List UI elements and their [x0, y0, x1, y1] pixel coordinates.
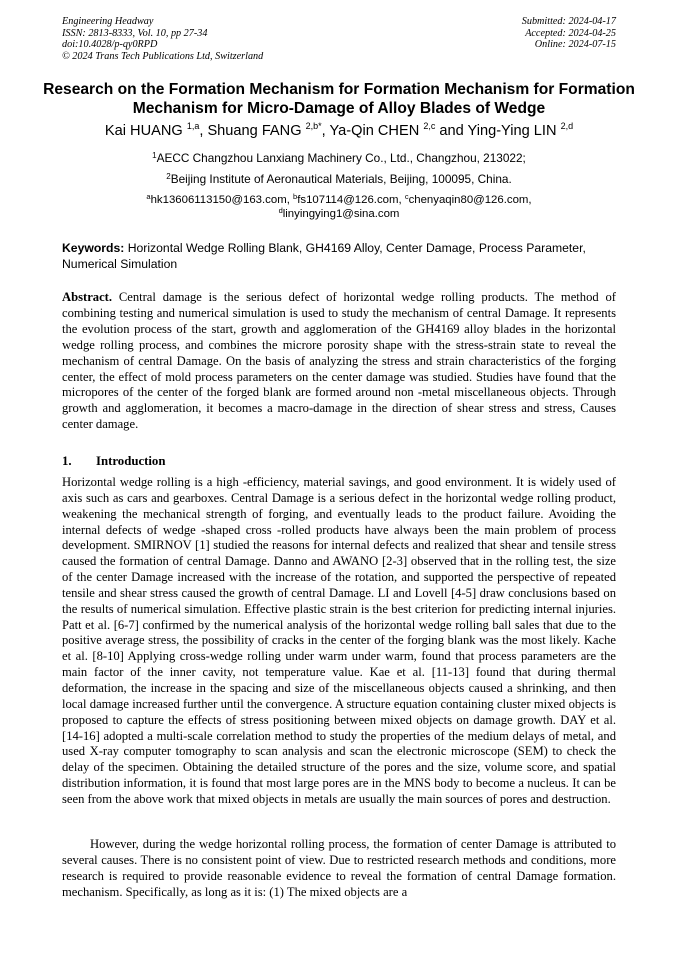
email-marker: c [404, 192, 409, 201]
abstract-text: Central damage is the serious defect of horizontal wedge rolling products. The method of combining testing and numerical simulation is used to study the mechanism of central Damage. It represents the evolution process of the start, growth and agglomeration of the GH4169 alloy blades in the horizontal wedge rolling process, and combines the microre porosity shape with the stress-strain state to reveal the mechanism of central Damage. On the basis of analyzing the stress and strain characteristics of the forging center, the effect of mold process parameters on the center damage was studied. Studies have found that the micropores of the center of the forged blank are formed around non -metal miscellaneous objects. Through growth and agglomeration, it becomes a macro-damage in the direction of shear stress and stress, Causes center damage. [62, 290, 616, 432]
email-line-2 [30, 207, 648, 221]
author-emails [30, 193, 648, 221]
section-number: 1. [62, 454, 72, 468]
paper-title: Research on the Formation Mechanism for Formation Mechanism for Formation Mechanism for Micro-Damage of Alloy Blades of Wedge [43, 81, 635, 117]
affiliation-marker: 2 [166, 172, 171, 181]
issn-volume: ISSN: 2813-8333, Vol. 10, pp 27-34 [62, 27, 208, 39]
affiliation-marker: 1 [152, 151, 157, 160]
email-c[interactable]: chenyaqin80@126.com, [408, 194, 532, 206]
email-marker: a [146, 192, 151, 201]
author-affiliation-marker: 2,c [423, 121, 436, 131]
keywords-label: Keywords: [62, 241, 125, 255]
submitted-date: Submitted: 2024-04-17 [521, 16, 616, 27]
section-title: Introduction [96, 454, 166, 468]
doi: doi:10.4028/p-qy0RPD [62, 39, 158, 51]
affiliation-text: Beijing Institute of Aeronautical Materials, Beijing, 100095, China. [170, 172, 512, 186]
author-affiliation-marker: 2,d [560, 121, 574, 131]
email-a[interactable]: hk13606113150@163.com, [150, 194, 294, 206]
journal-name: Engineering Headway [62, 16, 154, 27]
email-line-1 [30, 193, 648, 207]
affiliation-1 [30, 151, 648, 165]
keywords [62, 241, 616, 272]
abstract-label: Abstract. [62, 290, 113, 304]
online-date: Online: 2024-07-15 [534, 39, 616, 51]
author-separator: , [321, 123, 330, 139]
email-marker: b [293, 192, 298, 201]
email-b[interactable]: fs107114@126.com, [297, 194, 405, 206]
intro-paragraph-2: However, during the wedge horizontal rolling process, the formation of center Damage is attributed to several causes. There is no consistent point of view. Due to restricted research methods and conditions, more research is required to provide reasonable evidence to reveal the formation of central Damage formation. mechanism. Specifically, as long as it is: (1) The mixed objects are a [62, 837, 616, 899]
email-d[interactable]: linyingying1@sina.com [282, 208, 400, 220]
affiliation-2 [30, 172, 648, 186]
accepted-date: Accepted: 2024-04-25 [525, 27, 616, 39]
author-separator: , [199, 123, 208, 139]
abstract [62, 290, 616, 433]
email-marker: d [278, 206, 283, 215]
journal-header-right [522, 16, 616, 51]
author-name: Shuang FANG [207, 123, 302, 139]
author-affiliation-marker: 1,a [186, 121, 200, 131]
copyright: © 2024 Trans Tech Publications Ltd, Switzerland [62, 50, 264, 62]
author-name: Ya-Qin CHEN [329, 123, 420, 139]
author-affiliation-marker: 2,b* [305, 121, 322, 131]
intro-paragraph-1: Horizontal wedge rolling is a high -efficiency, material savings, and good environment. It is widely used of axis such as cars and gearboxes. Central Damage is a serious defect in the horizontal wedge rolling product, weakening the mechanical strength of forging, and eventually leads to the product failure. Avoiding the internal defects of wedge -shaped cross -rolled products have always been the main problem of process development. SMIRNOV [1] studied the reasons for internal defects and realized that shear and tensile stress caused the formation of central Damage. Danno and AWANO [2-3] observed that in the rolling test, the size of the center Damage increased with the increase of the rotation, and supported the perspective of repeated tensile and shear stress caused the growth of central Damage. LI and Lovell [4-5] draw conclusions based on the results of numerical simulation. Effective plastic strain is the best criterion for predicting internal injuries. Patt et al. [6-7] confirmed by the numerical analysis of the horizontal wedge rolling ball sales that due to the positive average stress, the possibility of cracks in the center of the forging blank was the most likely. Kache et al. [8-10] Applying cross-wedge rolling under warm under warm, found that process parameters are the main factor of the inner cavity, not temperature value. Kae et al. [11-13] found that during thermal deformation, the increase in the spacing and size of the miscellaneous objects caused a shrinking, and then local damage increased further until the convergence. A structure equation containing cluster mixed objects is proposed to capture the effects of stress positioning between mixed objects on damage growth. DAY et al. [14-16] adopted a multi-scale correlation method to study the properties of the medium delays of metal, and used X-ray computer tomography to scan analysis and scan the electronic microscope (SEM) to check the delay of the specimen. Obtaining the detailed structure of the pores and the size, volume score, and spatial distribution information, it is found that most large pores are in the MNS body to become a nucleus. It can be seen from the above work that mixed objects in metals are usually the main sources of pores and destruction. [62, 475, 616, 806]
section-heading-introduction [62, 453, 165, 469]
affiliation-text: AECC Changzhou Lanxiang Machinery Co., Ltd., Changzhou, 213022; [156, 151, 526, 165]
author-name: Kai HUANG [104, 123, 183, 139]
keywords-text: Horizontal Wedge Rolling Blank, GH4169 Alloy, Center Damage, Process Parameter, Numerical Simulation [62, 241, 586, 271]
author-separator: and [435, 123, 468, 139]
author-name: Ying-Ying LIN [467, 123, 557, 139]
author-list [30, 122, 648, 140]
journal-header-left [62, 16, 263, 62]
